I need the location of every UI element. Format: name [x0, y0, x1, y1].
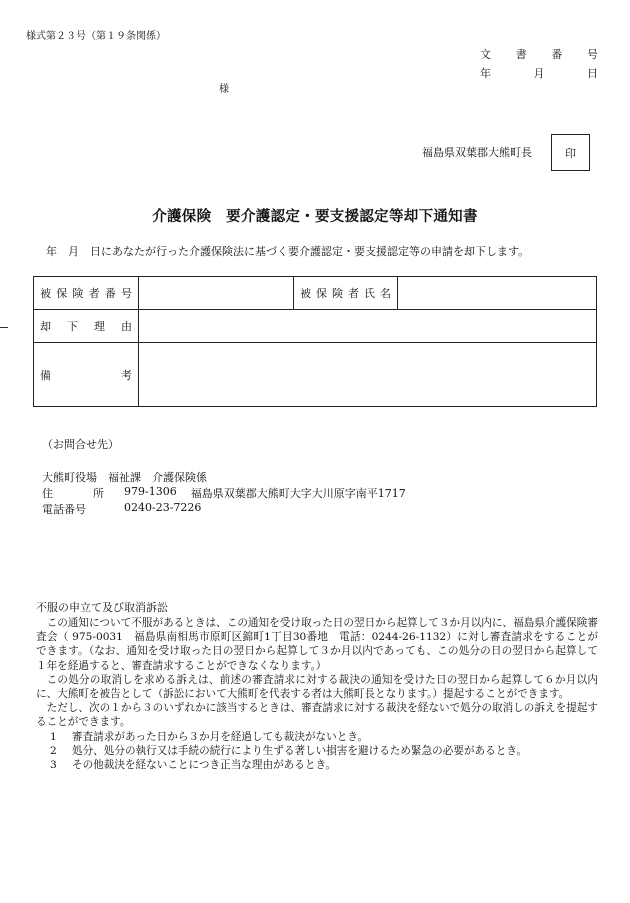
insured-number-label: 被保険者番号: [40, 287, 132, 300]
doc-number-char: 文: [480, 48, 491, 61]
date-day: 日: [587, 67, 598, 80]
phone-label: 電話番号: [42, 503, 86, 516]
contact-heading: （お問合せ先）: [42, 438, 119, 451]
list-item: [36, 758, 598, 772]
list-item-text: 審査請求があった日から３か月を経過しても裁決がないとき。: [72, 730, 369, 743]
application-form-table: [33, 276, 597, 407]
list-item-text: その他裁決を経ないことにつき正当な理由があるとき。: [72, 759, 337, 772]
page-title: 介護保険 要介護認定・要支援認定等却下通知書: [152, 208, 478, 225]
insured-number-label-cell: [34, 277, 139, 310]
document-number-label: [480, 46, 598, 62]
doc-number-char: 号: [586, 48, 598, 61]
contact-office: 大熊町役場 福祉課 介護保険係: [42, 471, 207, 484]
fold-mark: [0, 327, 8, 328]
postal-code: 979-1306: [124, 485, 177, 498]
date-month: 月: [533, 67, 545, 80]
insured-number-field[interactable]: [139, 277, 294, 310]
appeal-body: [36, 616, 598, 772]
remarks-label-cell: [34, 343, 139, 407]
contact-phone-line: [42, 501, 201, 517]
appeal-paragraph: この通知について不服があるときは、この通知を受け取った日の翌日から起算して３か月以内に、福島県介護保険審査会（ 975-0031 福島県南相馬市原町区錦町1丁目30番地 電話：0244-26-1132）に対し審査請求をすることができます。（なお、通知を受け取った日の翌日から起算して３か月以内であっても、この処分の日の翌日から起算して１年を経過すると、審査請求することができなくなります。）: [36, 617, 598, 672]
appeal-heading: 不服の申立て及び取消訴訟: [36, 601, 168, 614]
doc-number-char: 書: [515, 48, 527, 61]
addressee-suffix: 様: [219, 84, 229, 95]
intro-text: 年 月 日にあなたが行った介護保険法に基づく要介護認定・要支援認定等の申請を却下します。: [46, 245, 530, 258]
issuer-name: 福島県双葉郡大熊町長: [422, 146, 532, 159]
appeal-paragraph: ただし、次の１から３のいずれかに該当するときは、審査請求に対する裁決を経ないで処分の取消しの訴えを提起することができます。: [36, 702, 598, 729]
contact-address-line: [42, 485, 406, 501]
list-item-text: 処分、処分の執行又は手続の続行により生ずる著しい損害を避けるため緊急の必要があるとき。: [72, 744, 528, 757]
seal-label: 印: [565, 146, 576, 160]
list-item: [36, 744, 598, 758]
remarks-label: 備考: [40, 368, 132, 382]
address-label: 住所: [42, 487, 104, 500]
insured-name-label: 被保険者氏名: [300, 287, 391, 300]
reason-field[interactable]: [139, 310, 597, 343]
date-year: 年: [480, 67, 491, 80]
insured-name-field[interactable]: [398, 277, 597, 310]
list-item-number: 1: [50, 730, 57, 743]
table-row: [34, 310, 597, 343]
date-line: [480, 65, 598, 81]
list-item-number: 2: [50, 744, 57, 757]
doc-number-char: 番: [551, 48, 563, 61]
seal-box: [551, 134, 590, 171]
table-row: [34, 343, 597, 407]
phone-value: 0240-23-7226: [124, 501, 202, 514]
table-row: [34, 277, 597, 310]
remarks-field[interactable]: [139, 343, 597, 407]
insured-name-label-cell: [294, 277, 398, 310]
form-number: 様式第２３号（第１９条関係）: [26, 31, 166, 42]
list-item: [36, 730, 598, 744]
list-item-number: 3: [50, 759, 57, 772]
address-value: 福島県双葉郡大熊町大字大川原字南平1717: [190, 487, 406, 500]
reason-label-cell: [34, 310, 139, 343]
reason-label: 却下理由: [40, 320, 132, 333]
appeal-paragraph: この処分の取消しを求める訴えは、前述の審査請求に対する裁決の通知を受けた日の翌日から起算して６か月以内に、大熊町を被告として（訴訟において大熊町を代表する者は大熊町長となります。）提起することができます。: [36, 673, 598, 701]
